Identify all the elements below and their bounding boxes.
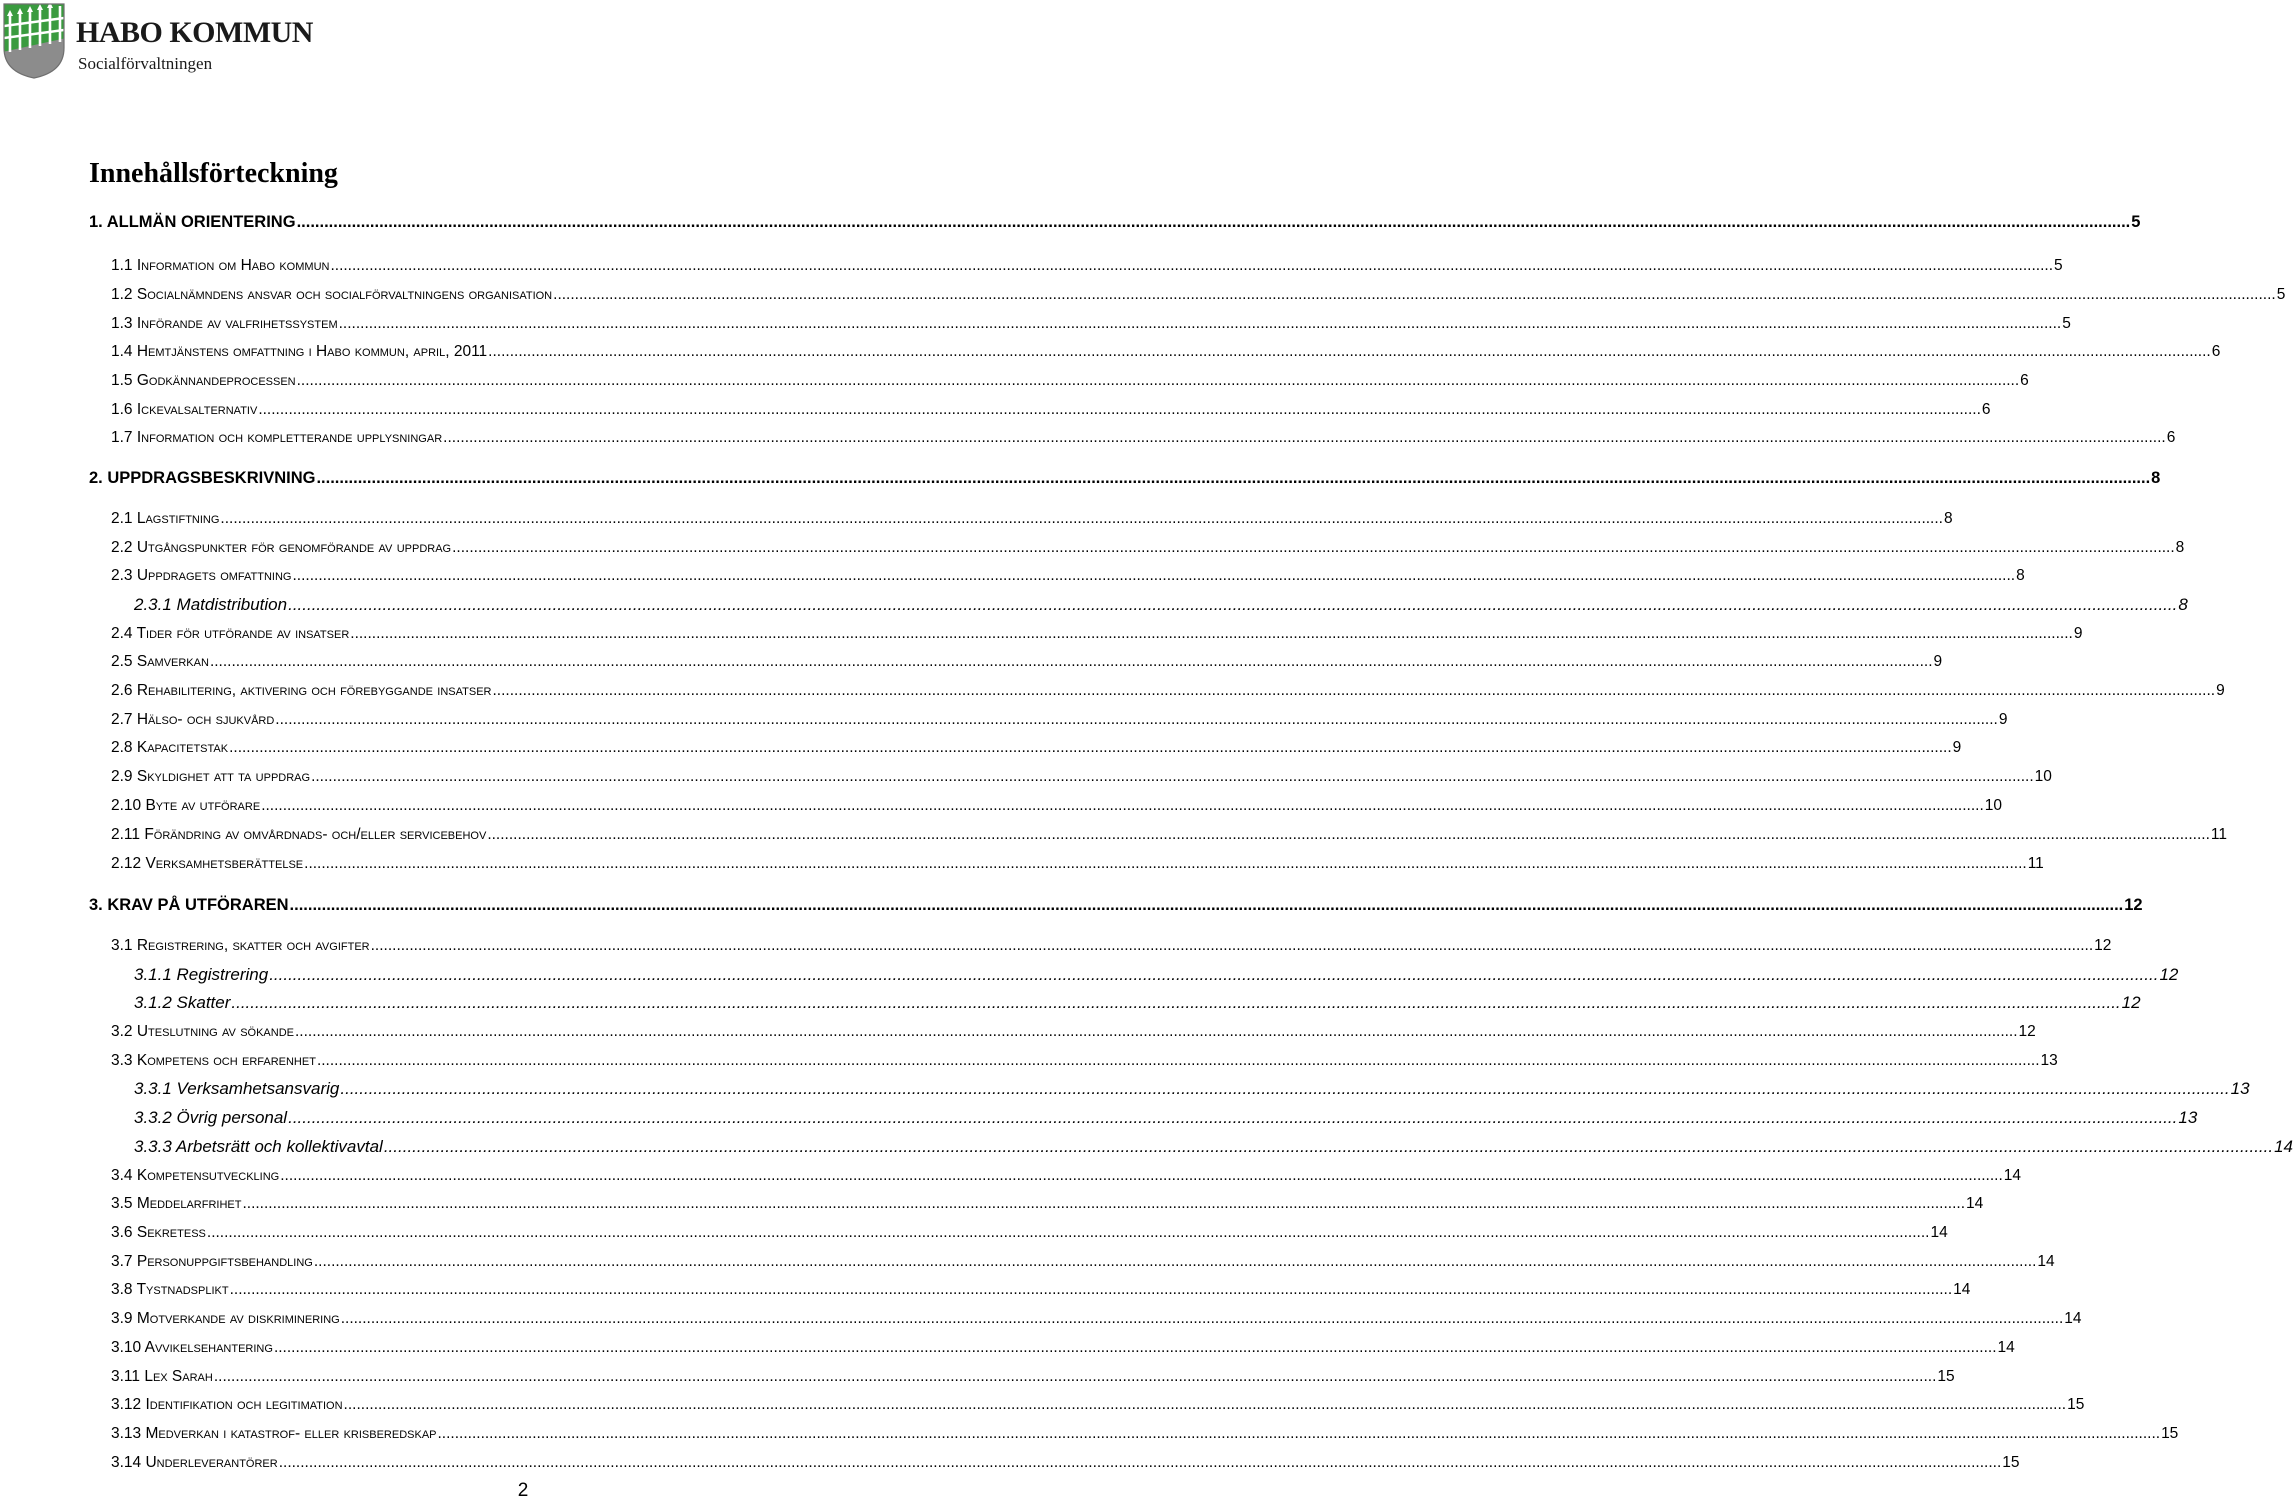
- toc-entry-page: 12: [2094, 937, 2112, 954]
- toc-entry-page: 5: [2131, 213, 2141, 231]
- toc-entry-page: 6: [2211, 343, 2221, 360]
- toc-entry-title: 1.2 Socialnämndens ansvar och socialförvaltningens organisation: [111, 286, 553, 303]
- toc-dot-leader: ................................................................................................................................................................................................................................................................................................................................................................................................................: [330, 257, 2054, 274]
- toc-entry[interactable]: [0, 934, 2112, 958]
- toc-entry-title: 2.3.1 Matdistribution: [134, 595, 288, 614]
- toc-entry-page: 12: [2121, 993, 2141, 1012]
- toc-dot-leader: ................................................................................................................................................................................................................................................................................................................................................................................................................: [304, 855, 2027, 872]
- organization-name: HABO KOMMUN: [76, 16, 313, 49]
- toc-entry-page: 13: [2230, 1079, 2250, 1098]
- toc-entry-page: 14: [1966, 1195, 1984, 1212]
- toc-entry[interactable]: [0, 765, 2052, 789]
- toc-entry-page: 5: [2062, 315, 2071, 332]
- toc-entry-page: 5: [2054, 257, 2063, 274]
- toc-entry-page: 6: [2020, 372, 2029, 389]
- toc-entry[interactable]: [0, 679, 2225, 703]
- page-number: 2: [517, 1480, 529, 1501]
- toc-entry-page: 6: [1981, 401, 1991, 418]
- toc-entry[interactable]: [0, 340, 2221, 364]
- toc-dot-leader: ................................................................................................................................................................................................................................................................................................................................................................................................................: [296, 213, 2131, 231]
- toc-entry-title: 3.14 Underleverantörer: [111, 1454, 278, 1471]
- toc-entry[interactable]: [0, 893, 2143, 917]
- toc-dot-leader: ................................................................................................................................................................................................................................................................................................................................................................................................................: [278, 1454, 2002, 1471]
- toc-entry-page: 14: [1953, 1281, 1971, 1298]
- toc-entry-page: 14: [1930, 1224, 1948, 1241]
- toc-dot-leader: ................................................................................................................................................................................................................................................................................................................................................................................................................: [296, 372, 2020, 389]
- toc-dot-leader: ................................................................................................................................................................................................................................................................................................................................................................................................................: [275, 711, 1998, 728]
- toc-title: Innehållsförteckning: [89, 158, 338, 189]
- toc-entry[interactable]: [0, 852, 2044, 876]
- toc-dot-leader: ................................................................................................................................................................................................................................................................................................................................................................................................................: [209, 653, 1933, 670]
- toc-entry-page: 8: [2016, 567, 2025, 584]
- toc-entry-page: 14: [2274, 1137, 2293, 1156]
- toc-entry-page: 8: [2151, 469, 2161, 487]
- toc-entry-title: 2.4 Tider för utförande av insatser: [111, 625, 350, 642]
- toc-dot-leader: ................................................................................................................................................................................................................................................................................................................................................................................................................: [340, 1310, 2064, 1327]
- toc-entry-page: 14: [2064, 1310, 2082, 1327]
- toc-entry-title: 3.1 Registrering, skatter och avgifter: [111, 937, 370, 954]
- toc-entry-title: 1.1 Information om Habo kommun: [111, 257, 330, 274]
- toc-entry[interactable]: [0, 312, 2071, 336]
- toc-entry[interactable]: [0, 991, 2141, 1015]
- toc-entry-title: 3.1.1 Registrering: [134, 965, 269, 984]
- toc-entry-title: 3.11 Lex Sarah: [111, 1368, 213, 1385]
- toc-dot-leader: ................................................................................................................................................................................................................................................................................................................................................................................................................: [288, 1108, 2178, 1127]
- toc-entry-page: 15: [2002, 1454, 2020, 1471]
- toc-entry-page: 15: [2067, 1396, 2085, 1413]
- toc-dot-leader: ................................................................................................................................................................................................................................................................................................................................................................................................................: [292, 567, 2016, 584]
- toc-dot-leader: ................................................................................................................................................................................................................................................................................................................................................................................................................: [492, 682, 2216, 699]
- toc-entry-page: 8: [2175, 539, 2185, 556]
- toc-dot-leader: ................................................................................................................................................................................................................................................................................................................................................................................................................: [229, 1281, 1953, 1298]
- toc-dot-leader: ................................................................................................................................................................................................................................................................................................................................................................................................................: [280, 1167, 2003, 1184]
- toc-entry[interactable]: [0, 1336, 2015, 1360]
- toc-entry[interactable]: [0, 1164, 2022, 1188]
- toc-dot-leader: ................................................................................................................................................................................................................................................................................................................................................................................................................: [340, 1079, 2230, 1098]
- toc-entry-page: 8: [2178, 595, 2188, 614]
- toc-entry[interactable]: [0, 1307, 2082, 1331]
- toc-entry-title: 1.7 Information och kompletterande upplysningar: [111, 429, 443, 446]
- toc-entry-page: 6: [2166, 429, 2176, 446]
- toc-entry-title: 3.9 Motverkande av diskriminering: [111, 1310, 340, 1327]
- toc-entry-title: 1.4 Hemtjänstens omfattning i Habo kommun, april, 2011: [111, 343, 488, 360]
- toc-entry-page: 12: [2018, 1023, 2036, 1040]
- toc-entry-page: 10: [1984, 797, 2002, 814]
- toc-dot-leader: ................................................................................................................................................................................................................................................................................................................................................................................................................: [261, 797, 1984, 814]
- toc-entry-page: 11: [2210, 826, 2227, 843]
- toc-dot-leader: ................................................................................................................................................................................................................................................................................................................................................................................................................: [370, 937, 2094, 954]
- toc-entry-page: 13: [2178, 1108, 2198, 1127]
- toc-entry-title: 3.4 Kompetensutveckling: [111, 1167, 280, 1184]
- toc-entry[interactable]: [0, 1077, 2250, 1101]
- toc-entry-title: 2.8 Kapacitetstak: [111, 739, 229, 756]
- toc-entry-title: 3.10 Avvikelsehantering: [111, 1339, 273, 1356]
- toc-entry[interactable]: [0, 536, 2185, 560]
- toc-dot-leader: ................................................................................................................................................................................................................................................................................................................................................................................................................: [242, 1195, 1966, 1212]
- toc-entry-page: 11: [2027, 855, 2044, 872]
- toc-dot-leader: ................................................................................................................................................................................................................................................................................................................................................................................................................: [553, 286, 2276, 303]
- toc-entry[interactable]: [0, 1451, 2020, 1475]
- toc-entry-page: 9: [1998, 711, 2008, 728]
- toc-dot-leader: ................................................................................................................................................................................................................................................................................................................................................................................................................: [311, 768, 2034, 785]
- toc-entry-page: 9: [2216, 682, 2225, 699]
- toc-dot-leader: ................................................................................................................................................................................................................................................................................................................................................................................................................: [343, 1396, 2067, 1413]
- toc-entry-title: 3.3.3 Arbetsrätt och kollektivavtal: [134, 1137, 383, 1156]
- toc-entry[interactable]: [0, 593, 2188, 617]
- toc-entry-title: 2.5 Samverkan: [111, 653, 209, 670]
- toc-entry-title: 2.10 Byte av utförare: [111, 797, 261, 814]
- toc-entry[interactable]: [0, 369, 2029, 393]
- toc-entry-page: 12: [2159, 965, 2179, 984]
- toc-dot-leader: ................................................................................................................................................................................................................................................................................................................................................................................................................: [258, 401, 1981, 418]
- toc-entry-page: 9: [1933, 653, 1943, 670]
- toc-entry-title: 3.7 Personuppgiftsbehandling: [111, 1253, 313, 1270]
- toc-dot-leader: ................................................................................................................................................................................................................................................................................................................................................................................................................: [273, 1339, 1997, 1356]
- toc-entry-title: 3.2 Uteslutning av sökande: [111, 1023, 294, 1040]
- toc-entry-page: 8: [1943, 510, 1953, 527]
- toc-dot-leader: ................................................................................................................................................................................................................................................................................................................................................................................................................: [383, 1137, 2274, 1156]
- toc-entry[interactable]: [0, 210, 2141, 234]
- toc-entry[interactable]: [0, 507, 1953, 531]
- toc-dot-leader: ................................................................................................................................................................................................................................................................................................................................................................................................................: [220, 510, 1943, 527]
- toc-dot-leader: ................................................................................................................................................................................................................................................................................................................................................................................................................: [452, 539, 2175, 556]
- toc-entry-title: 3.3.1 Verksamhetsansvarig: [134, 1079, 340, 1098]
- toc-dot-leader: ................................................................................................................................................................................................................................................................................................................................................................................................................: [443, 429, 2166, 446]
- toc-entry-title: 2.7 Hälso- och sjukvård: [111, 711, 275, 728]
- toc-entry-title: 2.3 Uppdragets omfattning: [111, 567, 292, 584]
- toc-dot-leader: ................................................................................................................................................................................................................................................................................................................................................................................................................: [338, 315, 2062, 332]
- habo-crest-logo: [2, 2, 66, 80]
- toc-dot-leader: ................................................................................................................................................................................................................................................................................................................................................................................................................: [289, 896, 2124, 914]
- toc-entry-title: 3.13 Medverkan i katastrof- eller krisberedskap: [111, 1425, 437, 1442]
- toc-dot-leader: ................................................................................................................................................................................................................................................................................................................................................................................................................: [213, 1368, 1937, 1385]
- toc-entry[interactable]: [0, 1422, 2179, 1446]
- toc-dot-leader: ................................................................................................................................................................................................................................................................................................................................................................................................................: [350, 625, 2073, 642]
- toc-entry-title: 1.6 Ickevalsalternativ: [111, 401, 258, 418]
- toc-entry-title: 1. ALLMÄN ORIENTERING: [89, 213, 296, 231]
- toc-entry-title: 3.12 Identifikation och legitimation: [111, 1396, 343, 1413]
- toc-entry[interactable]: [0, 254, 2063, 278]
- toc-entry-page: 5: [2276, 286, 2286, 303]
- toc-entry-title: 2.6 Rehabilitering, aktivering och förebyggande insatser: [111, 682, 492, 699]
- toc-entry-page: 9: [2073, 625, 2083, 642]
- toc-entry[interactable]: [0, 1393, 2085, 1417]
- toc-entry[interactable]: [0, 708, 2008, 732]
- toc-entry[interactable]: [0, 823, 2227, 847]
- toc-entry-title: 2.1 Lagstiftning: [111, 510, 220, 527]
- toc-dot-leader: ................................................................................................................................................................................................................................................................................................................................................................................................................: [316, 469, 2151, 487]
- toc-entry[interactable]: [0, 1250, 2055, 1274]
- toc-entry-title: 3.3 Kompetens och erfarenhet: [111, 1052, 316, 1069]
- toc-entry[interactable]: [0, 564, 2025, 588]
- toc-entry-page: 9: [1952, 739, 1962, 756]
- toc-entry[interactable]: [0, 1020, 2036, 1044]
- toc-entry-page: 14: [2003, 1167, 2022, 1184]
- toc-dot-leader: ................................................................................................................................................................................................................................................................................................................................................................................................................: [231, 993, 2121, 1012]
- toc-entry-title: 2.11 Förändring av omvårdnads- och/eller servicebehov: [111, 826, 487, 843]
- toc-entry-title: 3.8 Tystnadsplikt: [111, 1281, 229, 1298]
- toc-entry[interactable]: [0, 622, 2083, 646]
- toc-dot-leader: ................................................................................................................................................................................................................................................................................................................................................................................................................: [437, 1425, 2161, 1442]
- toc-dot-leader: ................................................................................................................................................................................................................................................................................................................................................................................................................: [294, 1023, 2018, 1040]
- toc-entry-page: 13: [2040, 1052, 2058, 1069]
- toc-entry-title: 3. KRAV PÅ UTFÖRAREN: [89, 896, 289, 914]
- toc-entry[interactable]: [0, 1278, 1971, 1302]
- toc-entry-page: 14: [2037, 1253, 2055, 1270]
- toc-entry-page: 12: [2124, 896, 2143, 914]
- toc-entry[interactable]: [0, 426, 2176, 450]
- toc-dot-leader: ................................................................................................................................................................................................................................................................................................................................................................................................................: [488, 343, 2211, 360]
- toc-entry-title: 3.5 Meddelarfrihet: [111, 1195, 242, 1212]
- toc-entry[interactable]: [0, 1192, 1984, 1216]
- toc-entry-page: 15: [2161, 1425, 2179, 1442]
- toc-entry[interactable]: [0, 650, 1943, 674]
- toc-entry[interactable]: [0, 1106, 2198, 1130]
- toc-dot-leader: ................................................................................................................................................................................................................................................................................................................................................................................................................: [269, 965, 2159, 984]
- toc-entry-title: 1.3 Införande av valfrihetssystem: [111, 315, 338, 332]
- toc-dot-leader: ................................................................................................................................................................................................................................................................................................................................................................................................................: [229, 739, 1952, 756]
- toc-entry-title: 3.3.2 Övrig personal: [134, 1108, 288, 1127]
- toc-entry[interactable]: [0, 1365, 1955, 1389]
- toc-entry[interactable]: [0, 1135, 2293, 1159]
- toc-entry-title: 2.9 Skyldighet att ta uppdrag: [111, 768, 311, 785]
- toc-dot-leader: ................................................................................................................................................................................................................................................................................................................................................................................................................: [313, 1253, 2037, 1270]
- toc-entry[interactable]: [0, 794, 2002, 818]
- document-header: [0, 0, 400, 84]
- toc-entry-page: 14: [1997, 1339, 2015, 1356]
- toc-entry[interactable]: [0, 736, 1962, 760]
- toc-entry[interactable]: [0, 466, 2161, 490]
- toc-entry-title: 3.6 Sekretess: [111, 1224, 206, 1241]
- toc-entry-title: 3.1.2 Skatter: [134, 993, 231, 1012]
- toc-entry[interactable]: [0, 1049, 2058, 1073]
- toc-entry-title: 2. UPPDRAGSBESKRIVNING: [89, 469, 316, 487]
- toc-entry-page: 15: [1937, 1368, 1955, 1385]
- toc-entry-title: 2.12 Verksamhetsberättelse: [111, 855, 304, 872]
- toc-dot-leader: ................................................................................................................................................................................................................................................................................................................................................................................................................: [206, 1224, 1930, 1241]
- toc-entry[interactable]: [0, 1221, 1948, 1245]
- toc-dot-leader: ................................................................................................................................................................................................................................................................................................................................................................................................................: [487, 826, 2210, 843]
- toc-entry[interactable]: [0, 283, 2286, 307]
- organization-department: Socialförvaltningen: [78, 54, 213, 73]
- toc-entry[interactable]: [0, 398, 1991, 422]
- toc-entry-page: 10: [2034, 768, 2052, 785]
- toc-entry-title: 1.5 Godkännandeprocessen: [111, 372, 296, 389]
- toc-entry-title: 2.2 Utgångspunkter för genomförande av uppdrag: [111, 539, 452, 556]
- toc-dot-leader: ................................................................................................................................................................................................................................................................................................................................................................................................................: [288, 595, 2178, 614]
- toc-dot-leader: ................................................................................................................................................................................................................................................................................................................................................................................................................: [316, 1052, 2040, 1069]
- toc-entry[interactable]: [0, 963, 2179, 987]
